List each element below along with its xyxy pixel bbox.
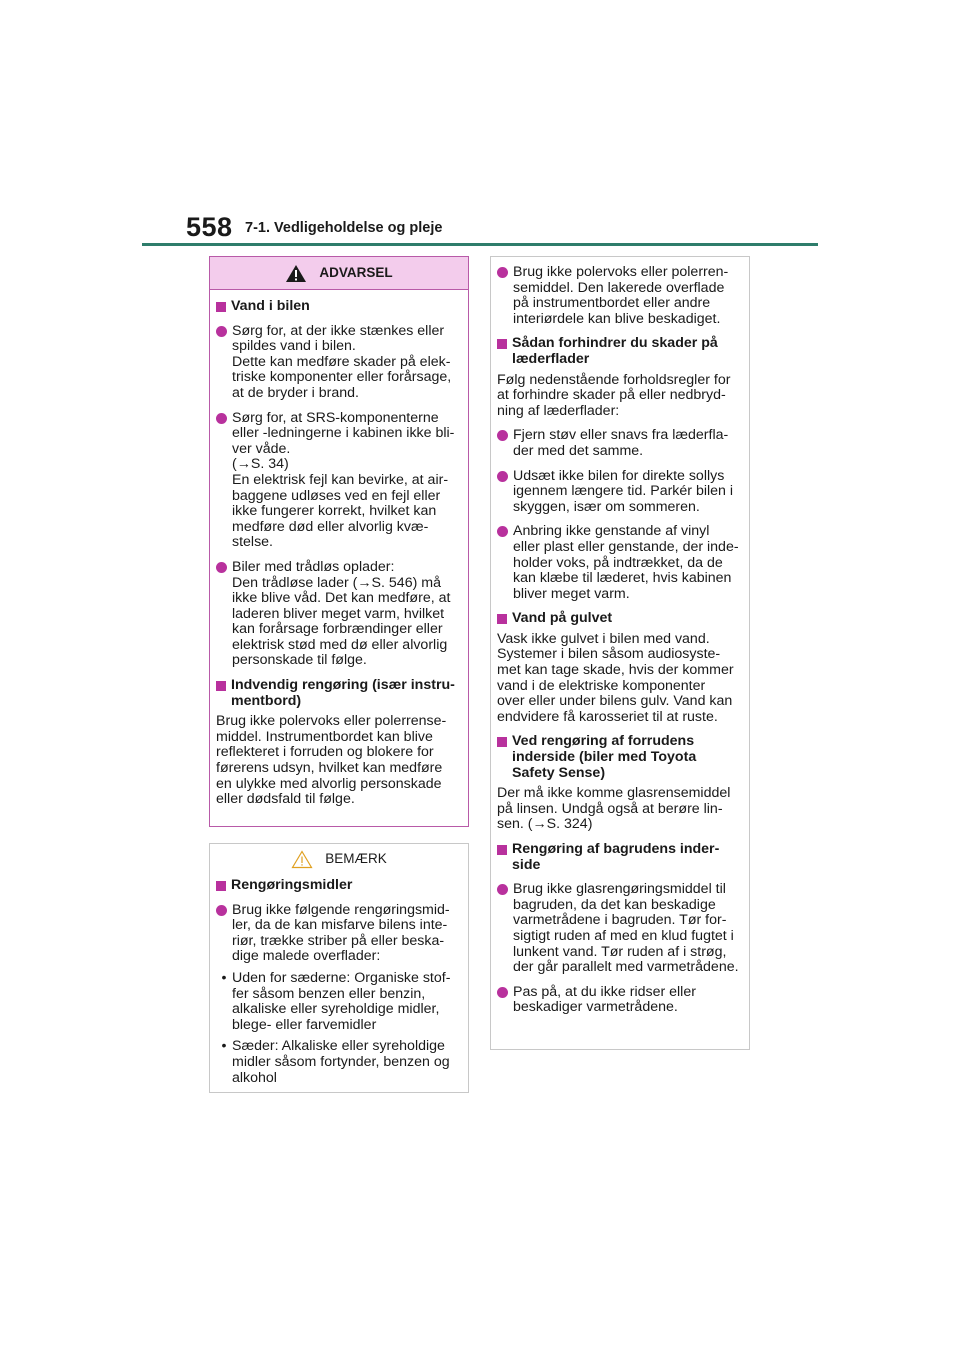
heading-leather-protection: Sådan forhindrer du skader på læderflader — [497, 336, 743, 367]
bullet-dot — [497, 267, 508, 278]
note-label: BEMÆRK — [325, 851, 387, 867]
note-box — [209, 843, 469, 1093]
bullet-no-glass-cleaner: Brug ikke glasrengøringsmiddel til bagruden, da det kan beskadige varmetrådene i bagruden. Tør for- sigtigt ruden af med en klud fugtet i lunkent vand. Tør ruden af i strøg, der går parallelt med varmetrådene. — [497, 882, 743, 976]
heading-windshield-inside: Ved rengøring af forrudens inderside (biler med Toyota Safety Sense) — [497, 734, 743, 781]
page-number: 558 — [186, 212, 233, 242]
sub-bullet-seats: • Sæder: Alkaliske eller syreholdige midler såsom fortynder, benzen og alkohol — [216, 1039, 462, 1086]
bullet-remove-dust: Fjern støv eller snavs fra læderfla- der med det samme. — [497, 428, 743, 459]
note-box-header — [210, 844, 468, 874]
bullet-dot — [497, 430, 508, 441]
bullet-dot — [497, 526, 508, 537]
square-marker — [497, 737, 507, 747]
bullet-dot — [216, 905, 227, 916]
heading-water-in-car: Vand i bilen — [216, 299, 462, 315]
heading-water-on-floor: Vand på gulvet — [497, 611, 743, 627]
bullet-dot — [497, 987, 508, 998]
bullet-dot — [497, 471, 508, 482]
sub-bullet-marker: • — [221, 969, 227, 986]
heading-rear-window: Rengøring af bagrudens inder- side — [497, 842, 743, 873]
heading-cleaning-agents: Rengøringsmidler — [216, 878, 462, 894]
bullet-no-scratch: Pas på, at du ikke ridser eller beskadiger varmetrådene. — [497, 985, 743, 1016]
bullet-vinyl-objects: Anbring ikke genstande af vinyl eller plast eller genstande, der inde- holder voks, på indtrækket, da de kan klæbe til læderet, hvis kabinen bliver meget varm. — [497, 524, 743, 602]
square-marker — [216, 681, 226, 691]
caution-triangle-icon — [291, 850, 313, 869]
sub-bullet-outside-seats: • Uden for sæderne: Organiske stof- fer såsom benzen eller benzin, alkaliske eller syreholdige midler, blege- eller farvemidler — [216, 971, 462, 1033]
bullet-dot — [216, 413, 227, 424]
paragraph-floor: Vask ikke gulvet i bilen med vand. Systemer i bilen såsom audiosyste- met kan tage skade, hvis der kommer vand i de elektriske komponenter over eller under bilens gulv. Vand kan endvidere få karosseriet til at ruste. — [497, 630, 734, 725]
bullet-cleaning-agents: Brug ikke følgende rengøringsmid- ler, da de kan misfarve bilens inte- riør, trække striber på eller beska- dige malede overflader: — [216, 903, 462, 965]
paragraph-interior-cleaning: Brug ikke polervoks eller polerrense- middel. Instrumentbordet kan blive reflekteret i forruden og blokere for førerens udsyn, hvilket kan medføre en ulykke med alvorlig personskade eller dødsfald til følge. — [216, 713, 447, 808]
paragraph-windshield: Der må ikke komme glasrensemiddel på linsen. Undgå også at berøre lin- sen. (→S. 324) — [497, 785, 731, 833]
square-marker — [497, 845, 507, 855]
bullet-wireless-charger: Biler med trådløs oplader: Den trådløse lader (→S. 546) må ikke blive våd. Det kan medføre, at laderen bliver meget varm, hvilket kan forårsage forbrændinger eller elektrisk stød med dø eller alvorlig personskade til følge. — [216, 560, 462, 669]
square-marker — [216, 881, 226, 891]
bullet-dot — [497, 884, 508, 895]
bullet-no-splash: Sørg for, at der ikke stænkes eller spildes vand i bilen. Dette kan medføre skader på elek- triske komponenter eller forårsage, at de bryder i brand. — [216, 324, 462, 402]
square-marker — [216, 302, 226, 312]
header-rule — [142, 243, 818, 246]
bullet-dot — [216, 562, 227, 573]
note-box-continued — [490, 256, 750, 1050]
warning-label: ADVARSEL — [319, 265, 393, 281]
square-marker — [497, 614, 507, 624]
bullet-srs-components: Sørg for, at SRS-komponenterne eller -ledningerne i kabinen ikke bli- ver våde. (→S. 34) En elektrisk fejl kan bevirke, at air- baggene udløses ved en fejl eller ikke fungerer korrekt, hvilket kan medføre død eller alvorlig kvæ- stelse. — [216, 411, 462, 551]
bullet-sunlight: Udsæt ikke bilen for direkte sollys igennem længere tid. Parkér bilen i skyggen, især om sommeren. — [497, 469, 743, 516]
section-title: 7-1. Vedligeholdelse og pleje — [245, 220, 443, 236]
bullet-no-polish: Brug ikke polervoks eller polerren- semiddel. Den lakerede overflade på instrumentbordet eller andre interiørdele kan blive beskadiget. — [497, 265, 743, 327]
warning-triangle-icon — [285, 264, 307, 283]
warning-box — [209, 256, 469, 827]
bullet-dot — [216, 326, 227, 337]
paragraph-leather: Følg nedenstående forholdsregler for at forhindre skader på eller nedbryd- ning af læderflader: — [497, 371, 731, 419]
heading-interior-cleaning: Indvendig rengøring (især instru- mentbord) — [216, 678, 462, 709]
square-marker — [497, 339, 507, 349]
sub-bullet-marker: • — [221, 1038, 227, 1055]
warning-box-header — [210, 257, 468, 290]
